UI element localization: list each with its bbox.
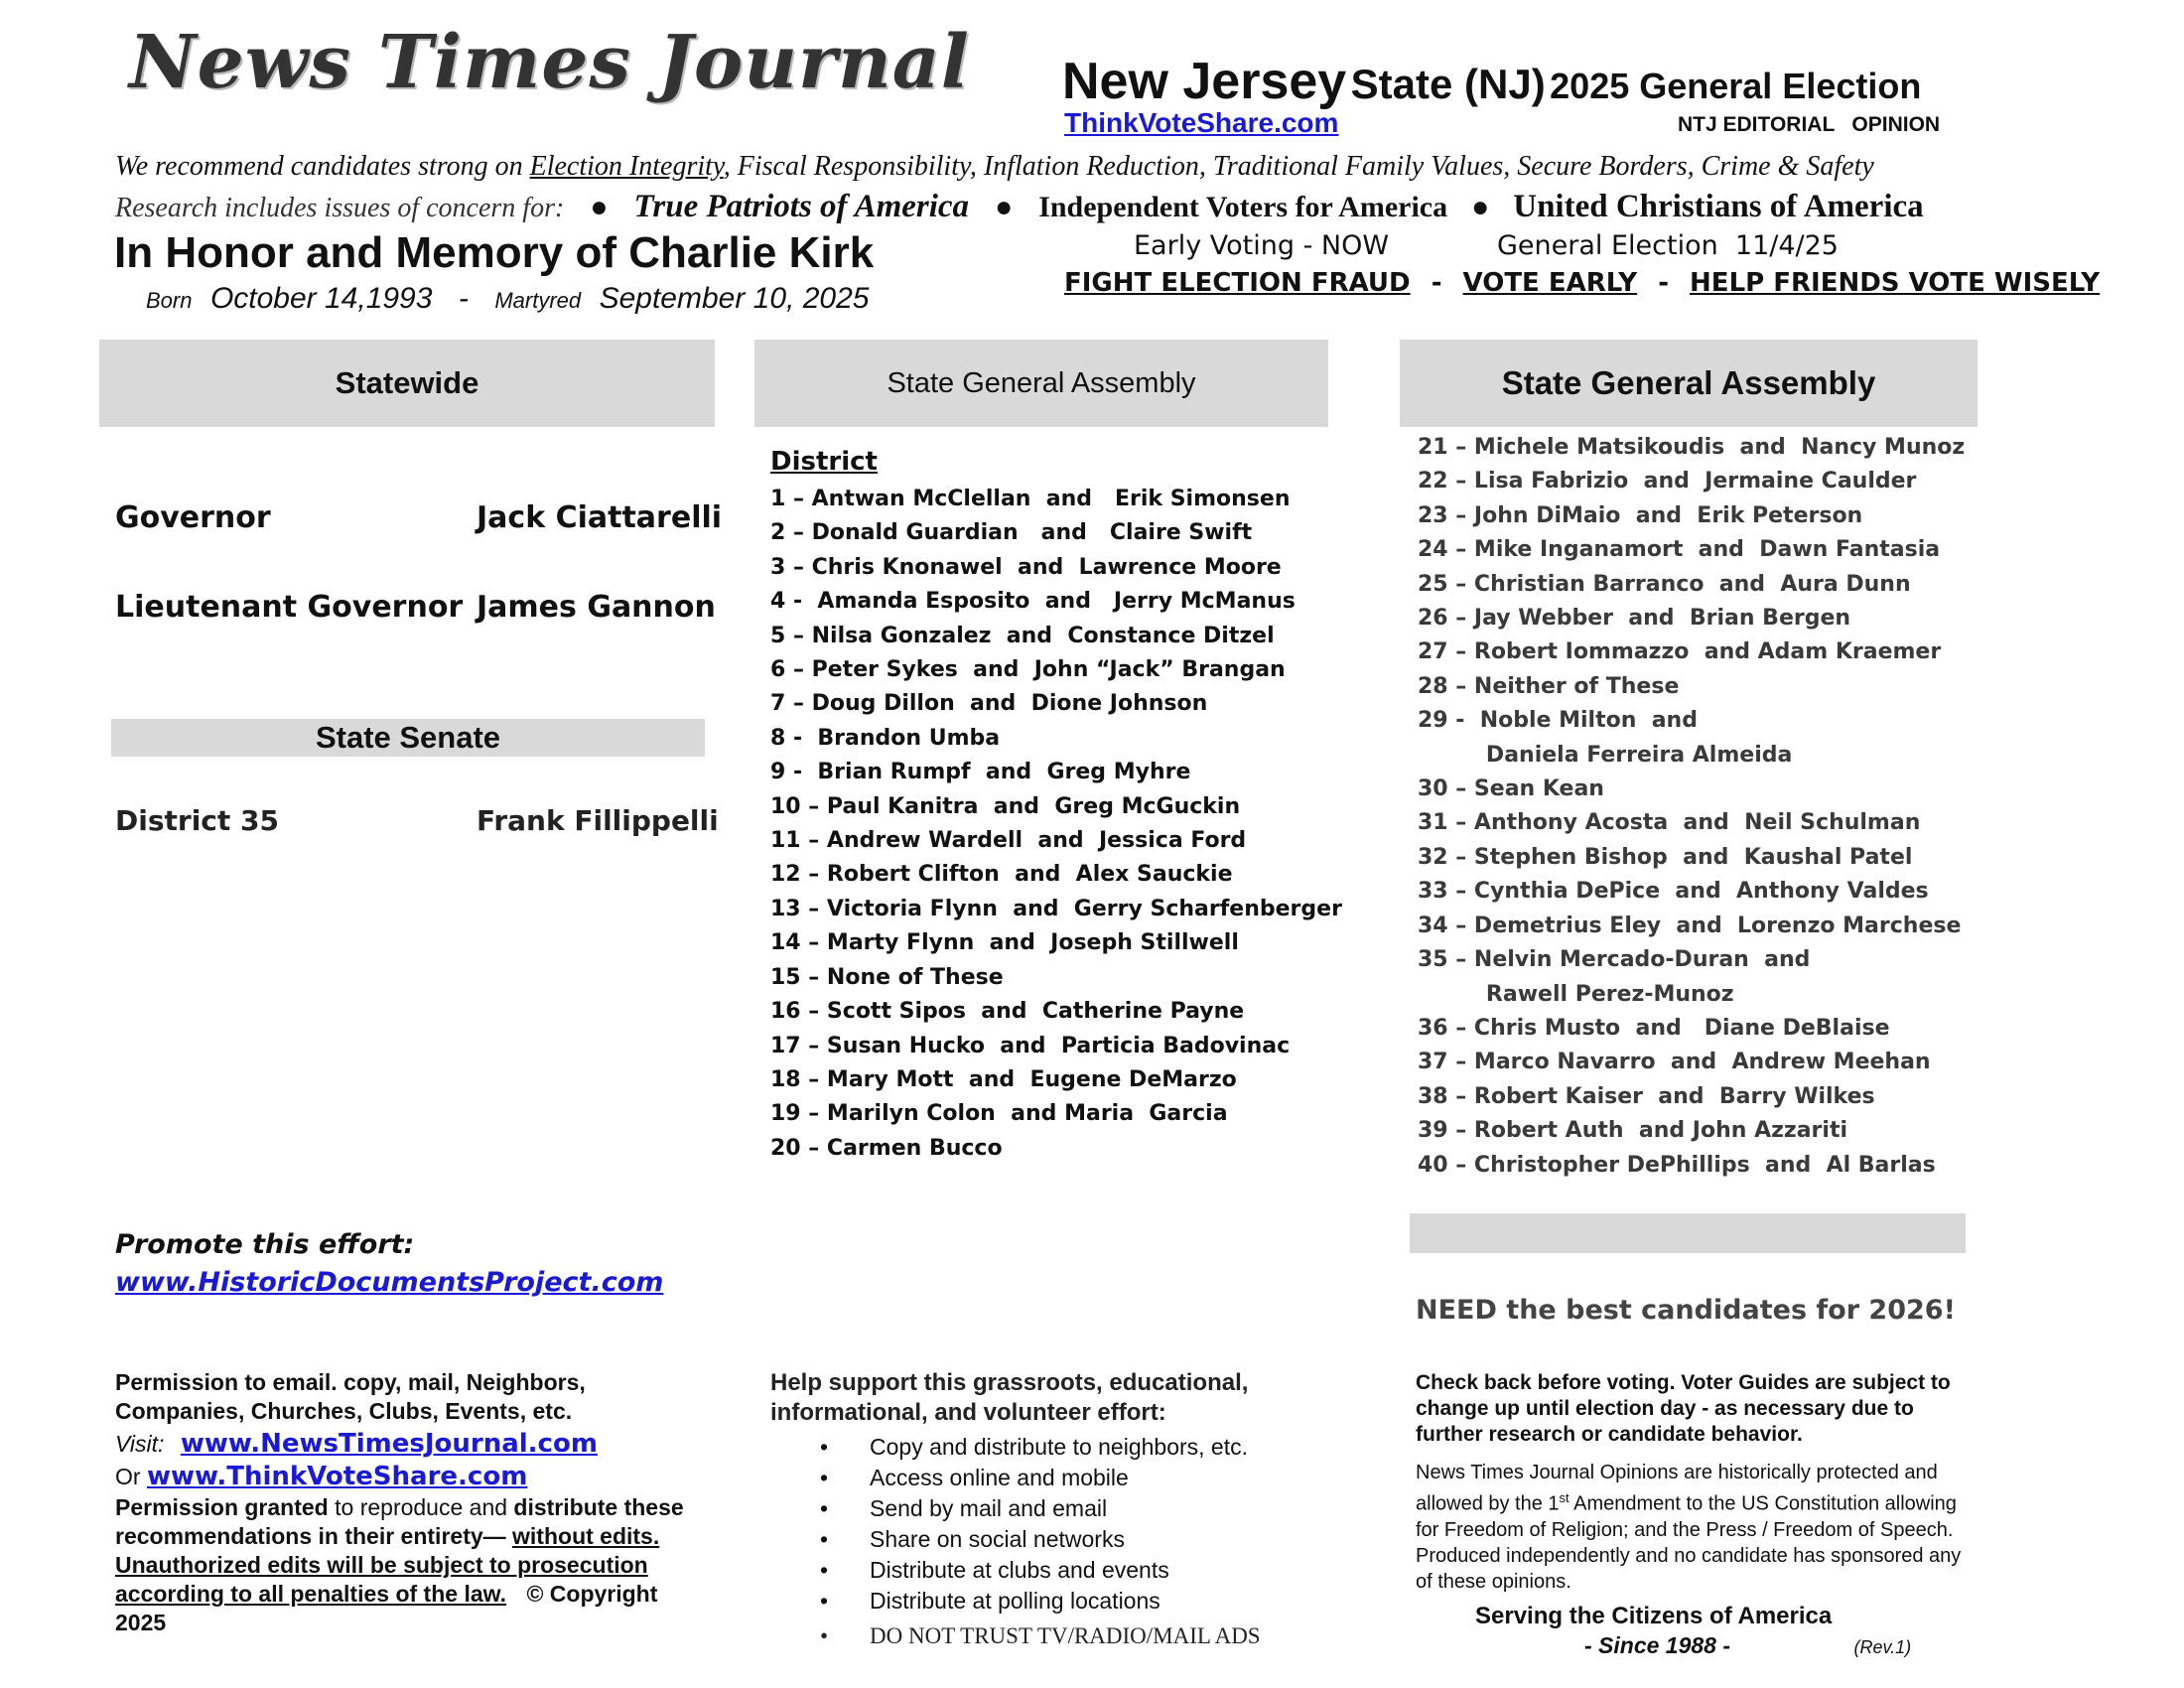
org-true-patriots: True Patriots of America bbox=[633, 189, 970, 224]
list-item: 13 – Victoria Flynn and Gerry Scharfenberger bbox=[770, 896, 1342, 921]
assembly-list-2 bbox=[1418, 431, 1965, 1183]
list-item: 37 – Marco Navarro and Andrew Meehan bbox=[1418, 1050, 1931, 1075]
list-item: 2 – Donald Guardian and Claire Swift bbox=[770, 520, 1253, 546]
list-item: • Distribute at polling locations bbox=[770, 1586, 1326, 1617]
footer-middle bbox=[770, 1368, 1326, 1651]
editorial-tag: NTJ EDITORIAL OPINION bbox=[1678, 113, 1941, 136]
martyred-date: September 10, 2025 bbox=[599, 282, 870, 315]
bullet-icon: ● bbox=[995, 191, 1014, 223]
bullet-icon: ● bbox=[1471, 191, 1490, 223]
list-item: 27 – Robert Iommazzo and Adam Kraemer bbox=[1418, 639, 1942, 665]
governor-candidate: Jack Ciattarelli bbox=[477, 500, 723, 535]
list-item: Rawell Perez-Munoz bbox=[1418, 981, 1734, 1007]
assembly-heading-1: State General Assembly bbox=[754, 340, 1328, 427]
thinkvoteshare-link[interactable]: ThinkVoteShare.com bbox=[1064, 107, 1339, 138]
org-united-christians: United Christians of America bbox=[1513, 189, 1924, 224]
promote-label: Promote this effort: bbox=[115, 1229, 415, 1260]
granted-2: to reproduce and bbox=[328, 1494, 514, 1520]
list-item: 1 – Antwan McClellan and Erik Simonsen bbox=[770, 487, 1291, 511]
senate-candidate: Frank Fillippelli bbox=[477, 804, 719, 837]
general-election-date: General Election 11/4/25 bbox=[1497, 230, 1839, 261]
list-item: 6 – Peter Sykes and John “Jack” Brangan bbox=[770, 657, 1286, 683]
district-label: District bbox=[770, 447, 878, 477]
list-item: 40 – Christopher DePhillips and Al Barlas bbox=[1418, 1152, 1936, 1178]
slogan-separator: - bbox=[1658, 268, 1669, 298]
list-item: 35 – Nelvin Mercado-Duran and bbox=[1418, 947, 1811, 973]
list-item: 11 – Andrew Wardell and Jessica Ford bbox=[770, 828, 1247, 854]
granted-3: distribute these recommendations in their entirety— bbox=[115, 1494, 684, 1549]
slogan-fight-fraud: FIGHT ELECTION FRAUD bbox=[1064, 268, 1411, 298]
list-item: • Share on social networks bbox=[770, 1524, 1326, 1555]
honor-dates bbox=[146, 282, 869, 316]
list-item: 23 – John DiMaio and Erik Peterson bbox=[1418, 502, 1863, 528]
martyred-label: Martyred bbox=[494, 288, 582, 313]
senate-heading: State Senate bbox=[111, 719, 705, 757]
title-rest: State (NJ) bbox=[1350, 61, 1546, 107]
disclaimer-a: News Times Journal Opinions are historically protected and allowed by the 1 bbox=[1416, 1462, 1938, 1515]
since-text: - Since 1988 - bbox=[1584, 1631, 1731, 1658]
list-item: 7 – Doug Dillon and Dione Johnson bbox=[770, 691, 1208, 717]
list-item: 39 – Robert Auth and John Azzariti bbox=[1418, 1118, 1847, 1144]
thinkvoteshare-footer-link[interactable]: www.ThinkVoteShare.com bbox=[146, 1462, 528, 1491]
visit-row bbox=[115, 1428, 691, 1461]
list-item: 18 – Mary Mott and Eugene DeMarzo bbox=[770, 1066, 1237, 1092]
list-item: 38 – Robert Kaiser and Barry Wilkes bbox=[1418, 1083, 1875, 1109]
org-independent-voters: Independent Voters for America bbox=[1038, 191, 1448, 223]
list-item: 22 – Lisa Fabrizio and Jermaine Caulder bbox=[1418, 469, 1917, 494]
edit-warning: without edits. Unauthorized edits will be subject to prosecution according to all penalties of the law. bbox=[115, 1523, 660, 1607]
lt-governor-candidate: James Gannon bbox=[477, 590, 716, 625]
disclaimer-text bbox=[1416, 1460, 1972, 1595]
list-item: 29 - Noble Milton and bbox=[1418, 708, 1698, 734]
list-item: 19 – Marilyn Colon and Maria Garcia bbox=[770, 1101, 1228, 1127]
list-item: 34 – Demetrius Eley and Lorenzo Marchese bbox=[1418, 913, 1962, 938]
disclaimer-b: Amendment to the US Constitution allowing for Freedom of Religion; and the Press / Freedom of Speech. Produced independently and no candidate has sponsored any of these opinions. bbox=[1416, 1492, 1962, 1593]
list-item: 28 – Neither of These bbox=[1418, 673, 1680, 699]
serving-text: Serving the Citizens of America bbox=[1475, 1602, 1833, 1629]
list-item: 17 – Susan Hucko and Particia Badovinac bbox=[770, 1033, 1291, 1058]
list-item: 15 – None of These bbox=[770, 964, 1004, 990]
recommend-rest: , Fiscal Responsibility, Inflation Reduction, Traditional Family Values, Secure Borders, Crime & Safety bbox=[723, 151, 1874, 182]
list-item: 31 – Anthony Acosta and Neil Schulman bbox=[1418, 810, 1921, 836]
list-item: 25 – Christian Barranco and Aura Dunn bbox=[1418, 571, 1911, 597]
list-item: 21 – Michele Matsikoudis and Nancy Munoz bbox=[1418, 435, 1966, 460]
governor-office: Governor bbox=[115, 500, 271, 535]
list-item: • Distribute at clubs and events bbox=[770, 1555, 1326, 1586]
research-line bbox=[115, 189, 1924, 225]
list-item: 14 – Marty Flynn and Joseph Stillwell bbox=[770, 930, 1239, 956]
election-title bbox=[1062, 52, 1921, 111]
bullet-icon: ● bbox=[590, 191, 609, 223]
title-state: New Jersey bbox=[1062, 53, 1347, 110]
assembly-heading-2: State General Assembly bbox=[1400, 340, 1978, 427]
list-item: • Access online and mobile bbox=[770, 1463, 1326, 1493]
or-label: Or bbox=[115, 1464, 141, 1489]
list-item: 30 – Sean Kean bbox=[1418, 776, 1604, 802]
or-row bbox=[115, 1461, 691, 1493]
statewide-heading: Statewide bbox=[99, 340, 715, 427]
assembly-list-1 bbox=[770, 483, 1342, 1166]
footer-left bbox=[115, 1368, 691, 1637]
list-item: 4 - Amanda Esposito and Jerry McManus bbox=[770, 589, 1296, 615]
list-item: 10 – Paul Kanitra and Greg McGuckin bbox=[770, 793, 1241, 819]
permission-line: Permission to email. copy, mail, Neighbors, Companies, Churches, Clubs, Events, etc. bbox=[115, 1369, 586, 1424]
list-item: 33 – Cynthia DePice and Anthony Valdes bbox=[1418, 879, 1929, 905]
list-item: 9 - Brian Rumpf and Greg Myhre bbox=[770, 760, 1191, 785]
honor-title: In Honor and Memory of Charlie Kirk bbox=[114, 228, 875, 277]
historic-documents-link[interactable]: www.HistoricDocumentsProject.com bbox=[115, 1267, 664, 1298]
list-item: 24 – Mike Inganamort and Dawn Fantasia bbox=[1418, 537, 1941, 563]
newstimesjournal-link[interactable]: www.NewsTimesJournal.com bbox=[180, 1429, 598, 1459]
slogan-line bbox=[1064, 268, 2100, 298]
recommend-line bbox=[115, 151, 1874, 183]
permission-granted bbox=[115, 1493, 691, 1637]
list-item: • Send by mail and email bbox=[770, 1493, 1326, 1524]
masthead-logo: News Times Journal bbox=[129, 20, 970, 105]
visit-label: Visit: bbox=[115, 1431, 165, 1457]
granted-1: Permission granted bbox=[115, 1494, 329, 1520]
list-item: 32 – Stephen Bishop and Kaushal Patel bbox=[1418, 844, 1913, 870]
revision-text: (Rev.1) bbox=[1853, 1636, 1912, 1657]
list-item: 26 – Jay Webber and Brian Bergen bbox=[1418, 606, 1851, 632]
list-item: 8 - Brandon Umba bbox=[770, 725, 1001, 751]
list-item: 36 – Chris Musto and Diane DeBlaise bbox=[1418, 1015, 1890, 1041]
need-candidates-text: NEED the best candidates for 2026! bbox=[1416, 1295, 1956, 1326]
recommend-prefix: We recommend candidates strong on bbox=[115, 151, 530, 182]
list-item: Daniela Ferreira Almeida bbox=[1418, 742, 1793, 768]
support-list bbox=[770, 1432, 1326, 1651]
dates-dash: - bbox=[458, 282, 469, 315]
list-item: • DO NOT TRUST TV/RADIO/MAIL ADS bbox=[770, 1620, 1326, 1651]
disclaimer-sup: st bbox=[1559, 1490, 1570, 1505]
list-item: 20 – Carmen Bucco bbox=[770, 1135, 1003, 1161]
list-item: 5 – Nilsa Gonzalez and Constance Ditzel bbox=[770, 623, 1275, 648]
support-intro: Help support this grassroots, educational, informational, and volunteer effort: bbox=[770, 1369, 1249, 1426]
check-back-text: Check back before voting. Voter Guides are subject to change up until election day - as necessary due to further research or candidate behavior. bbox=[1416, 1371, 1951, 1446]
title-election: 2025 General Election bbox=[1550, 66, 1922, 106]
born-date: October 14,1993 bbox=[209, 282, 433, 315]
list-item: • Copy and distribute to neighbors, etc. bbox=[770, 1432, 1326, 1463]
copyright: © Copyright 2025 bbox=[115, 1581, 658, 1635]
slogan-help-friends: HELP FRIENDS VOTE WISELY bbox=[1690, 268, 2101, 298]
list-item: 12 – Robert Clifton and Alex Sauckie bbox=[770, 862, 1233, 888]
list-item: 3 – Chris Knonawel and Lawrence Moore bbox=[770, 554, 1282, 580]
blank-gray-bar bbox=[1410, 1213, 1966, 1253]
recommend-underlined: Election Integrity bbox=[529, 151, 724, 182]
footer-right bbox=[1416, 1370, 1972, 1659]
lt-governor-office: Lieutenant Governor bbox=[115, 590, 464, 625]
slogan-separator: - bbox=[1431, 268, 1442, 298]
senate-district: District 35 bbox=[115, 804, 279, 837]
early-voting: Early Voting - NOW bbox=[1134, 230, 1390, 261]
slogan-vote-early: VOTE EARLY bbox=[1462, 268, 1638, 298]
list-item: 16 – Scott Sipos and Catherine Payne bbox=[770, 999, 1245, 1025]
research-prefix: Research includes issues of concern for: bbox=[115, 193, 565, 223]
since-row bbox=[1416, 1632, 1972, 1659]
born-label: Born bbox=[146, 288, 193, 313]
